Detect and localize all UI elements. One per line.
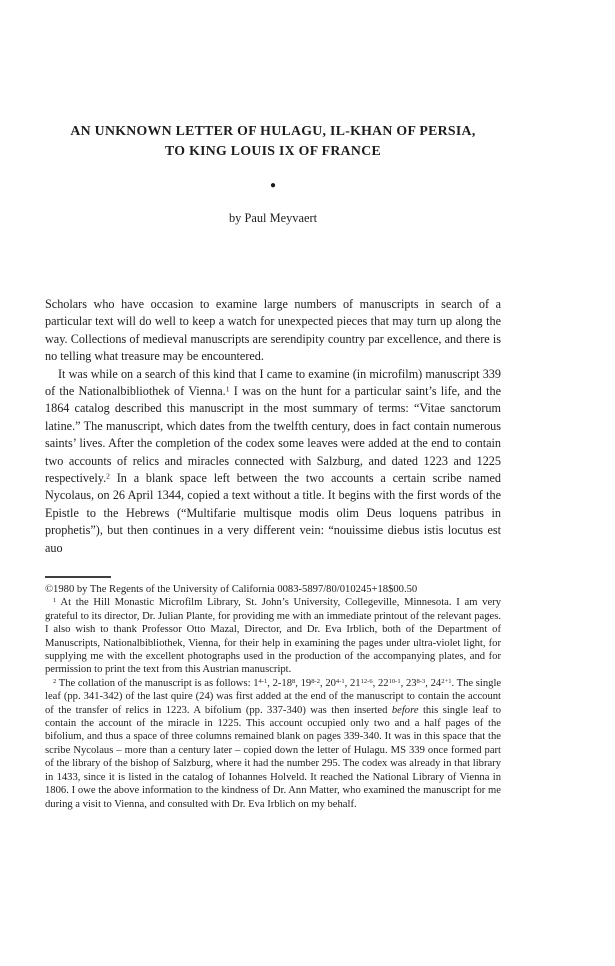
text-segment: , 19 bbox=[295, 677, 312, 689]
text-segment: The collation of the manuscript is as follows: 1 bbox=[56, 677, 259, 689]
italic-text: before bbox=[391, 704, 419, 716]
bullet-icon: ● bbox=[269, 180, 277, 191]
footnote-1 bbox=[45, 596, 501, 676]
superscript: 1 bbox=[225, 384, 230, 394]
superscript: 4-1 bbox=[258, 677, 268, 685]
text-segment: . The single leaf (pp. 341-342) of the last quire (24) was first added at the end of the manuscript to contain the account of the transfer of relics in 1223. A bifolium (pp. 337-340) was then inserted bbox=[45, 677, 502, 716]
footnote-separator-rule bbox=[45, 576, 111, 578]
title-line-2: TO KING LOUIS IX OF FRANCE bbox=[165, 142, 381, 158]
text-segment: It was while on a search of this kind that I came to examine (in microfilm) manuscript 339 of the Nationalbibliothek of Vienna. bbox=[45, 366, 501, 399]
text-segment: In a blank space left between the two accounts a certain scribe named Nycolaus, on 26 April 1344, copied a text without a title. It begins with the first words of the Epistle to the Hebrews (“Multifarie multisque modis olim Deus loquens patribus in prophetis”), but then continues in a very different vein: “nouissime diebus istis locutus est auo bbox=[45, 471, 501, 555]
text-segment: At the Hill Monastic Microfilm Library, St. John’s University, Collegeville, Minnesota. I am very grateful to its director, Dr. Julian Plante, for providing me with an immediate printout of the relevant pages. I also wish to thank Professor Otto Mazal, Director, and Dr. Eva Irblich, both of the Department of Manuscripts, Nationalbibliothek, Vienna, for their help in examining the pages under ultra-violet light, for supplying me with the excellent photographs used in the production of the accompanying plates, and for permission to print the text from this Austrian manuscript. bbox=[45, 597, 501, 676]
superscript: 12-6 bbox=[360, 677, 373, 685]
text-segment: this single leaf to contain the account of the miracle in 1225. This account occupied only two and a half pages of the bifolium, and thus a space of three columns remained blank on pages 339-340. It was in this space that the scribe Nycolaus – more than a century later – copied down the letter of Hulagu. MS 339 once formed part of the library of the bishop of Salzburg, where it had the number 295. The codex was already in that library in 1433, since it is listed in the catalog of Iohannes Holveld. It reached the National Library of Vienna in 1806. I owe the above information to the kindness of Dr. Ann Matter, who examined the manuscript for me during a visit to Vienna, and consulted with Dr. Eva Irblich on my behalf. bbox=[45, 704, 501, 810]
text-segment: , 22 bbox=[372, 677, 389, 689]
paragraph-1: Scholars who have occasion to examine large numbers of manuscripts in search of a particular text will do well to keep a watch for unexpected pieces that may turn up along the way. Collections of medieval manuscripts are serendipity country par excellence, and there is no telling what treasure may be encountered. bbox=[45, 297, 501, 364]
footnotes-block bbox=[45, 583, 501, 811]
superscript: 8-2 bbox=[311, 677, 320, 685]
text-segment: , 24 bbox=[425, 677, 442, 689]
footnote-2 bbox=[45, 677, 501, 811]
byline: by Paul Meyvaert bbox=[228, 211, 318, 225]
divider-bullet-row bbox=[45, 181, 501, 191]
text-segment: I was on the hunt for a particular saint’s life, and the 1864 catalog described this manuscript in the most summary of terms: “Vitae sanctorum latine.” The manuscript, which dates from the twelfth century, does in fact contain numerous saints’ lives. After the completion of the codex some leaves were added at the end to contain two accounts of relics and miracles connected with Salzburg, and dated 1223 and 1225 respectively. bbox=[45, 384, 501, 486]
superscript: 2 bbox=[106, 471, 110, 481]
article-title bbox=[45, 121, 501, 160]
superscript: 8 bbox=[292, 677, 296, 685]
text-segment: , 23 bbox=[400, 677, 417, 689]
text-segment: , 21 bbox=[344, 677, 361, 689]
paragraph-2 bbox=[45, 366, 501, 557]
copyright-line: ©1980 by The Regents of the University of California 0083-5897/80/010245+18$00.50 bbox=[45, 584, 418, 595]
superscript: 2 bbox=[53, 677, 57, 685]
title-line-1: AN UNKNOWN LETTER OF HULAGU, IL-KHAN OF PERSIA, bbox=[70, 123, 476, 138]
superscript: 10-1 bbox=[388, 677, 401, 685]
superscript: 8-3 bbox=[416, 677, 426, 685]
text-segment: , 2-18 bbox=[267, 677, 293, 689]
superscript: 2+1 bbox=[441, 677, 452, 685]
superscript: 1 bbox=[53, 597, 57, 605]
text-segment: , 20 bbox=[319, 677, 336, 689]
article-body bbox=[45, 296, 501, 557]
superscript: 4-1 bbox=[335, 677, 345, 685]
